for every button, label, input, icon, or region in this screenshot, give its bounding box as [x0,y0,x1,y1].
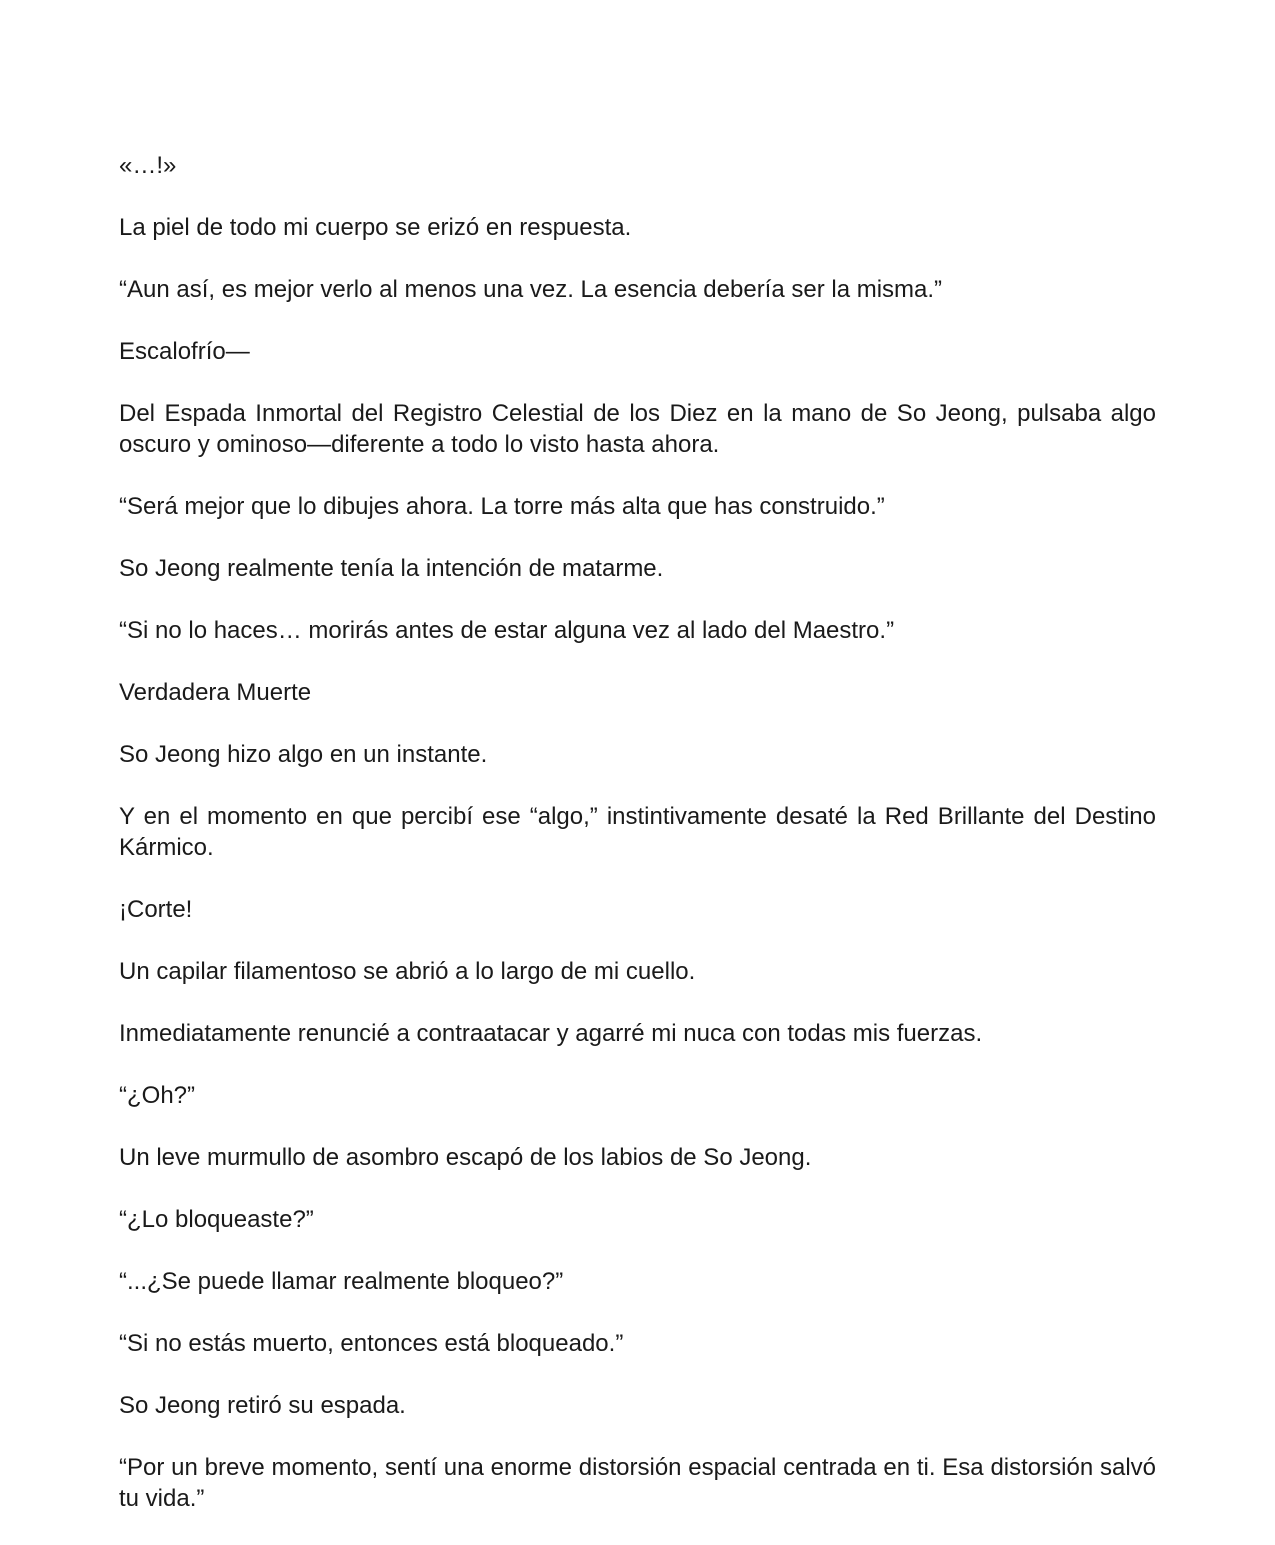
paragraph: Escalofrío— [119,338,250,365]
paragraph: “Será mejor que lo dibujes ahora. La torre más alta que has construido.” [119,493,885,520]
paragraph: “...¿Se puede llamar realmente bloqueo?” [119,1268,564,1295]
paragraph: La piel de todo mi cuerpo se erizó en respuesta. [119,214,632,241]
paragraph: So Jeong retiró su espada. [119,1392,406,1419]
paragraph: Inmediatamente renuncié a contraatacar y agarré mi nuca con todas mis fuerzas. [119,1020,983,1047]
paragraph: «…!» [119,152,177,179]
paragraph: Un capilar filamentoso se abrió a lo largo de mi cuello. [119,958,696,985]
paragraph: Un leve murmullo de asombro escapó de los labios de So Jeong. [119,1144,812,1171]
paragraph: ¡Corte! [119,896,193,923]
paragraph: “¿Lo bloqueaste?” [119,1206,314,1233]
paragraph: So Jeong realmente tenía la intención de matarme. [119,555,664,582]
paragraph: “Aun así, es mejor verlo al menos una vez. La esencia debería ser la misma.” [119,276,943,303]
paragraph: Del Espada Inmortal del Registro Celestial de los Diez en la mano de So Jeong, pulsaba algo oscuro y ominoso—diferente a todo lo visto hasta ahora. [119,400,1156,458]
paragraph: Verdadera Muerte [119,679,312,706]
paragraph: “¿Oh?” [119,1082,196,1109]
document-body [119,150,1156,1545]
paragraph: “Si no lo haces… morirás antes de estar alguna vez al lado del Maestro.” [119,617,895,644]
paragraph: Y en el momento en que percibí ese “algo,” instintivamente desaté la Red Brillante del Destino Kármico. [119,803,1156,861]
paragraph: “Por un breve momento, sentí una enorme distorsión espacial centrada en ti. Esa distorsión salvó tu vida.” [119,1454,1156,1512]
paragraph: “Si no estás muerto, entonces está bloqueado.” [119,1330,624,1357]
paragraph: So Jeong hizo algo en un instante. [119,741,488,768]
